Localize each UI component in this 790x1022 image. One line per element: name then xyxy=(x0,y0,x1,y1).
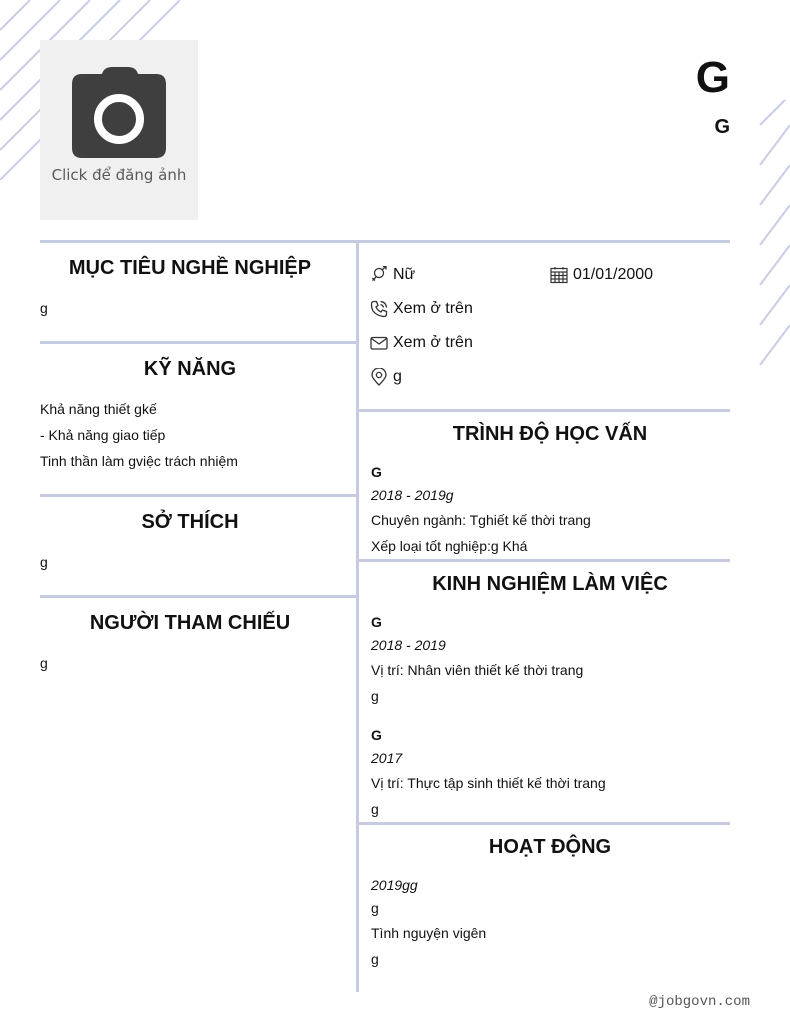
candidate-position: G xyxy=(714,116,730,138)
gender-icon xyxy=(370,266,388,284)
address-value: g xyxy=(393,368,402,385)
phone-icon xyxy=(370,300,388,318)
job-description: g xyxy=(371,688,379,704)
divider xyxy=(40,494,356,497)
education-heading: TRÌNH ĐỘ HỌC VẤN xyxy=(452,423,648,445)
job-company: G xyxy=(371,727,382,743)
objective-heading: MỤC TIÊU NGHỀ NGHIỆP xyxy=(68,257,312,279)
references-text: g xyxy=(40,655,48,671)
references-heading: NGƯỜI THAM CHIẾU xyxy=(89,612,291,634)
mail-icon xyxy=(370,334,388,352)
photo-upload-label: Click để đăng ảnh xyxy=(51,166,187,184)
activity-organization: g xyxy=(371,900,379,916)
skill-item: - Khả năng giao tiếp xyxy=(40,427,166,443)
education-grade: Xếp loại tốt nghiệp:g Khá xyxy=(371,538,528,554)
camera-icon xyxy=(72,66,166,160)
candidate-name: G xyxy=(695,53,730,102)
divider xyxy=(359,822,730,825)
divider xyxy=(40,341,356,344)
education-major: Chuyên ngành: Tghiết kế thời trang xyxy=(371,512,591,528)
email-info xyxy=(370,333,473,353)
skill-item: Tinh thần làm gviệc trách nhiệm xyxy=(40,453,238,469)
objective-text: g xyxy=(40,300,48,316)
hobbies-text: g xyxy=(40,554,48,570)
phone-value: Xem ở trên xyxy=(393,300,473,317)
divider xyxy=(40,595,356,598)
job-role: Vị trí: Thực tập sinh thiết kế thời trang xyxy=(371,775,606,791)
divider xyxy=(40,240,730,243)
activity-description: g xyxy=(371,951,379,967)
calendar-icon xyxy=(550,266,568,284)
education-school: G xyxy=(371,464,382,480)
hobbies-heading: SỞ THÍCH xyxy=(141,511,239,533)
watermark: @jobgovn.com xyxy=(649,994,750,1010)
gender-value: Nữ xyxy=(393,266,416,283)
birthday-info xyxy=(550,265,653,285)
email-value: Xem ở trên xyxy=(393,334,473,351)
skill-item: Khả năng thiết gkế xyxy=(40,401,157,417)
job-period: 2018 - 2019 xyxy=(371,637,446,653)
activity-period: 2019gg xyxy=(371,877,418,893)
divider xyxy=(359,559,730,562)
skills-heading: KỸ NĂNG xyxy=(143,358,237,380)
activity-role: Tình nguyện vigên xyxy=(371,925,487,941)
gender-info xyxy=(370,265,415,285)
location-icon xyxy=(370,368,388,386)
divider xyxy=(359,409,730,412)
job-period: 2017 xyxy=(371,750,403,766)
education-period: 2018 - 2019g xyxy=(371,487,454,503)
job-company: G xyxy=(371,614,382,630)
birthday-value: 01/01/2000 xyxy=(573,266,654,283)
experience-heading: KINH NGHIỆM LÀM VIỆC xyxy=(432,573,668,595)
phone-info xyxy=(370,299,473,319)
address-info xyxy=(370,367,402,387)
job-role: Vị trí: Nhân viên thiết kế thời trang xyxy=(371,662,584,678)
photo-upload[interactable] xyxy=(40,40,198,220)
job-description: g xyxy=(371,801,379,817)
activities-heading: HOẠT ĐỘNG xyxy=(488,836,612,858)
column-divider xyxy=(356,240,359,992)
decorative-stripes-right xyxy=(755,95,790,370)
